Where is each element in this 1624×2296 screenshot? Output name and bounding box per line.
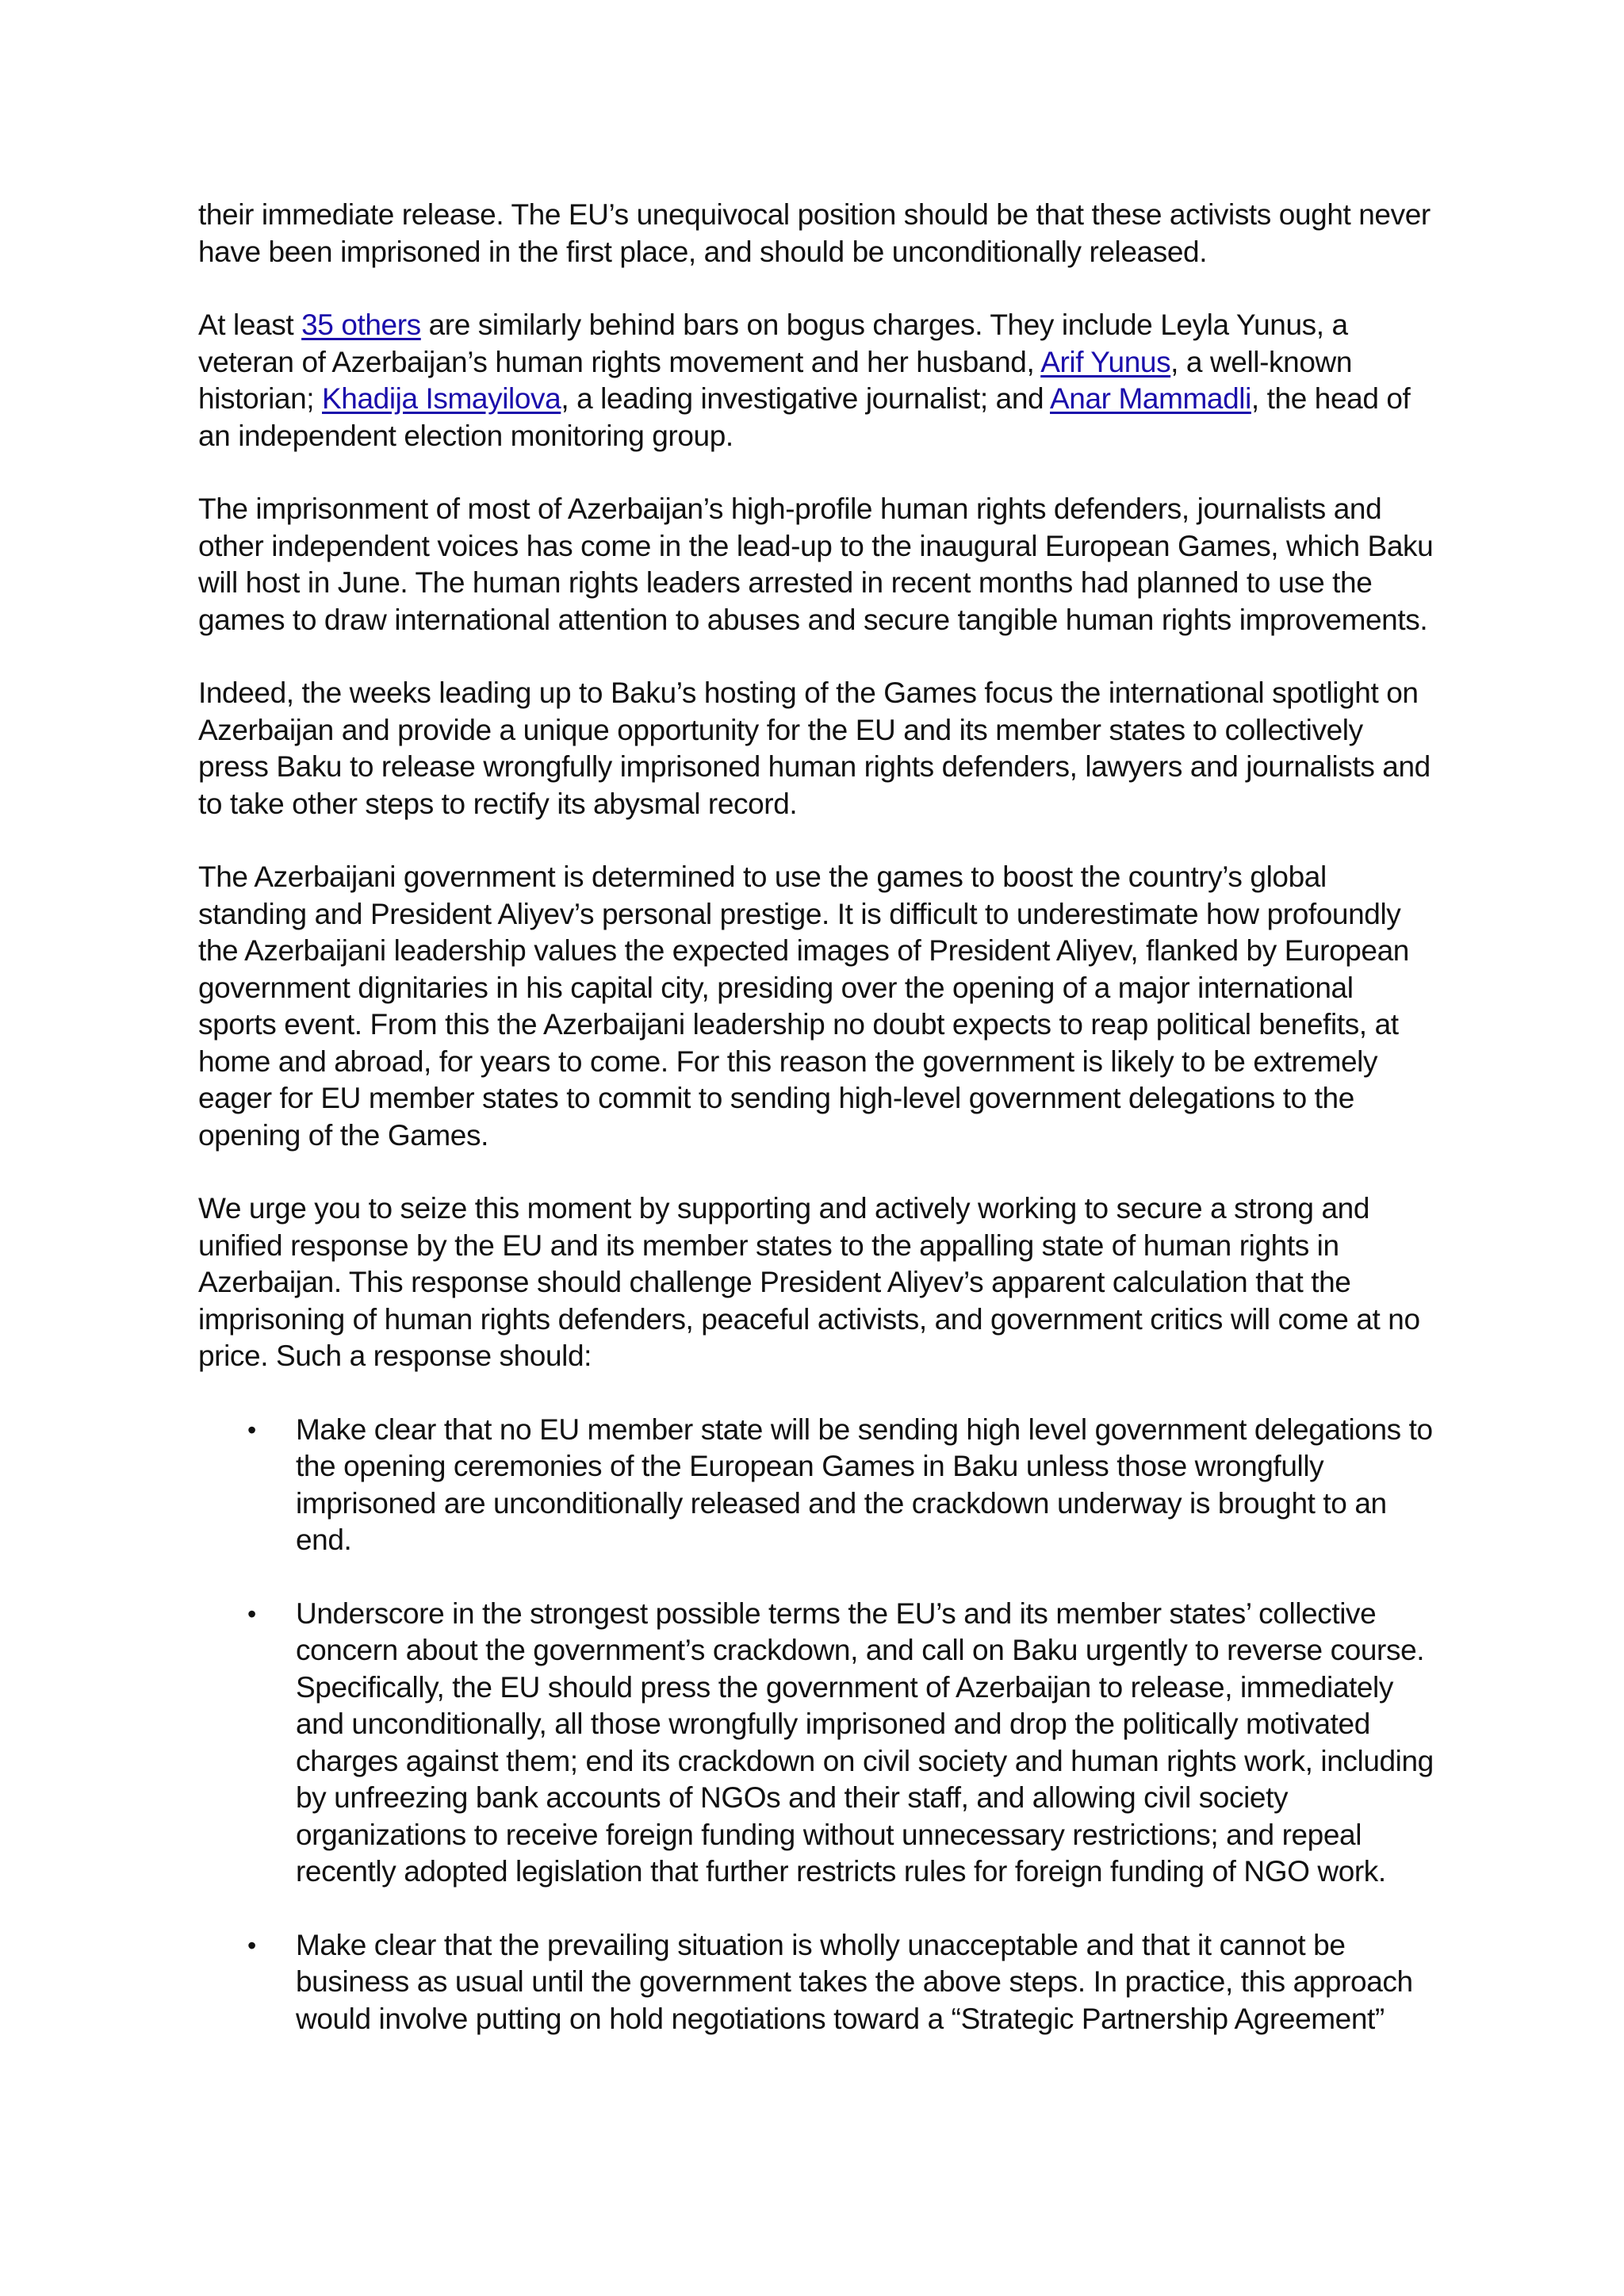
paragraph-text: At least xyxy=(198,309,302,341)
paragraph-imprisonment: The imprisonment of most of Azerbaijan’s high-profile human rights defenders, journalists and other independent voices has come in the lead-up to the inaugural European Games, which Baku will host in June. The human rights leaders arrested in recent months had planned to use the games to draw international attention to abuses and secure tangible human rights improvements. xyxy=(198,493,1434,636)
link-anar-mammadli[interactable]: Anar Mammadli xyxy=(1050,382,1251,415)
paragraph-government-prestige: The Azerbaijani government is determined to use the games to boost the country’s global standing and President Aliyev’s personal prestige. It is difficult to underestimate how profoundly the Azerbaijani leadership values the expected images of President Aliyev, flanked by European government dignitaries in his capital city, presiding over the opening of a major international sports event. From this the Azerbaijani leadership no doubt expects to reap political benefits, at home and abroad, for years to come. For this reason the government is likely to be extremely eager for EU member states to commit to sending high-level government delegations to the opening of the Games. xyxy=(198,861,1409,1152)
bullet-icon: • xyxy=(247,1930,256,1960)
paragraph-text: , the head of an independent election monitoring group. xyxy=(198,382,1411,452)
list-item-text: Underscore in the strongest possible terms the EU’s and its member states’ collective concern about the government’s crackdown, and call on Baku urgently to reverse course. Specifically, the EU should press the government of Azerbaijan to release, immediately and unconditionally, all those wrongfully imprisoned and drop the politically motivated charges against them; end its crackdown on civil society and human rights work, including by unfreezing bank accounts of NGOs and their staff, and allowing civil society organizations to receive foreign funding without unnecessary restrictions; and repeal recently adopted legislation that further restricts rules for foreign funding of NGO work. xyxy=(296,1596,1434,1888)
paragraph-text: are similarly behind bars on bogus charges. They include Leyla Yunus, a veteran of Azerbaijan’s human rights movement and her husband, xyxy=(198,309,1348,378)
link-35-others[interactable]: 35 others xyxy=(301,309,421,341)
response-list xyxy=(198,1412,1435,2038)
link-arif-yunus[interactable]: Arif Yunus xyxy=(1040,345,1171,378)
paragraph-release: their immediate release. The EU’s unequivocal position should be that these activists ought never have been imprisoned in the first place, and should be unconditionally released. xyxy=(198,198,1431,268)
document-body xyxy=(198,197,1435,2037)
link-khadija-ismayilova[interactable]: Khadija Ismayilova xyxy=(322,382,561,415)
list-item xyxy=(198,1596,1435,1891)
list-item xyxy=(198,1412,1435,1559)
paragraph-spotlight: Indeed, the weeks leading up to Baku’s hosting of the Games focus the international spotlight on Azerbaijan and provide a unique opportunity for the EU and its member states to collectively press Baku to release wrongfully imprisoned human rights defenders, lawyers and journalists and to take other steps to rectify its abysmal record. xyxy=(198,677,1431,820)
paragraph-urge-response: We urge you to seize this moment by supporting and actively working to secure a strong and unified response by the EU and its member states to the appalling state of human rights in Azerbaijan. This response should challenge President Aliyev’s apparent calculation that the imprisoning of human rights defenders, peaceful activists, and government critics will come at no price. Such a response should: xyxy=(198,1192,1420,1372)
list-item-text: Make clear that the prevailing situation is wholly unacceptable and that it cannot be business as usual until the government takes the above steps. In practice, this approach would involve putting on hold negotiations toward a “Strategic Partnership Agreement” xyxy=(296,1928,1413,2035)
bullet-icon: • xyxy=(247,1599,256,1628)
paragraph-others-imprisoned xyxy=(198,307,1435,454)
paragraph-text: , a leading investigative journalist; and xyxy=(561,382,1051,415)
bullet-icon: • xyxy=(247,1415,256,1444)
list-item xyxy=(198,1927,1435,2038)
list-item-text: Make clear that no EU member state will be sending high level government delegations to the opening ceremonies of the European Games in Baku unless those wrongfully imprisoned are unconditionally released and the crackdown underway is brought to an end. xyxy=(296,1412,1433,1556)
paragraph-text: , a well-known historian; xyxy=(198,345,1353,415)
